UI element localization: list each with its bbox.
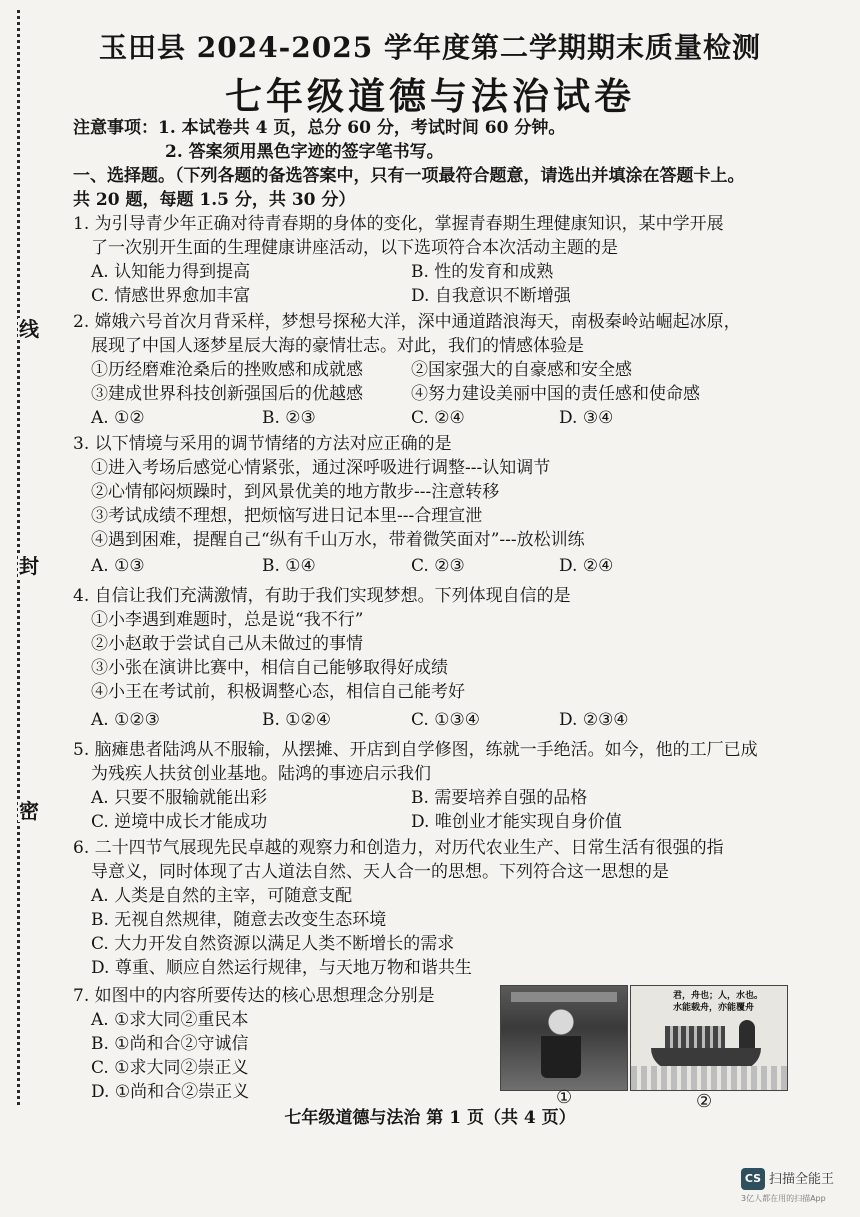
q5-option-a: A. 只要不服输就能出彩 [91, 788, 268, 808]
q7-option-a: A. ①求大同②重民本 [91, 1010, 249, 1030]
q6-option-a: A. 人类是自然的主宰，可随意支配 [91, 886, 353, 906]
q5-option-b: B. 需要培养自强的品格 [411, 788, 588, 808]
q3-item-1: ①进入考场后感觉心情紧张，通过深呼吸进行调整---认知调节 [91, 458, 551, 478]
q7-option-b: B. ①尚和合②守诚信 [91, 1034, 249, 1054]
figure-1-banner [511, 992, 617, 1002]
q4-option-c: C. ①③④ [411, 710, 480, 730]
q3-option-d: D. ②④ [559, 556, 614, 576]
q2-option-c: C. ②④ [411, 408, 465, 428]
margin-char-mi: 密 [19, 799, 39, 823]
q3-option-c: C. ②③ [411, 556, 465, 576]
q4-option-a: A. ①②③ [91, 710, 160, 730]
exam-title-line2: 七年级道德与法治试卷 [225, 74, 635, 118]
q2-option-d: D. ③④ [559, 408, 614, 428]
q4-item-4: ④小王在考试前，积极调整心态，相信自己能考好 [91, 682, 465, 702]
section-heading-line1: 一、选择题。（下列各题的备选答案中，只有一项最符合题意，请选出并填涂在答题卡上。 [73, 166, 745, 186]
q1-option-a: A. 认知能力得到提高 [91, 262, 251, 282]
q6-option-c: C. 大力开发自然资源以满足人类不断增长的需求 [91, 934, 455, 954]
q3-stem-line1: 3. 以下情境与采用的调节情绪的方法对应正确的是 [73, 434, 452, 454]
q4-option-b: B. ①②④ [262, 710, 332, 730]
q4-item-1: ①小李遇到难题时，总是说“我不行” [91, 610, 364, 630]
q1-stem-line1: 1. 为引导青少年正确对待青春期的身体的变化，掌握青春期生理健康知识，某中学开展 [73, 214, 724, 234]
q1-stem-line2: 了一次别开生面的生理健康讲座活动，以下选项符合本次活动主题的是 [91, 238, 618, 258]
page-footer: 七年级道德与法治 第 1 页（共 4 页） [284, 1108, 576, 1128]
q3-option-b: B. ①④ [262, 556, 316, 576]
q3-item-2: ②心情郁闷烦躁时，到风景优美的地方散步---注意转移 [91, 482, 500, 502]
q7-option-c: C. ①求大同②崇正义 [91, 1058, 249, 1078]
q2-item-4: ④努力建设美丽中国的责任感和使命感 [411, 384, 700, 404]
q3-item-3: ③考试成绩不理想，把烦恼写进日记本里---合理宣泄 [91, 506, 483, 526]
q5-stem-line2: 为残疾人扶贫创业基地。陆鸿的事迹启示我们 [91, 764, 431, 784]
q6-option-d: D. 尊重、顺应自然运行规律，与天地万物和谐共生 [91, 958, 472, 978]
notes-line2: 2. 答案须用黑色字迹的签字笔书写。 [165, 142, 444, 162]
figure-1-speaker [541, 1008, 581, 1078]
scanner-app-name: 扫描全能王 [769, 1172, 835, 1187]
figure-2-water [631, 1066, 787, 1090]
q1-option-b: B. 性的发育和成熟 [411, 262, 554, 282]
q2-item-2: ②国家强大的自豪感和安全感 [411, 360, 632, 380]
q3-option-a: A. ①③ [91, 556, 145, 576]
q7-option-d: D. ①尚和合②崇正义 [91, 1082, 250, 1102]
q5-option-c: C. 逆境中成长才能成功 [91, 812, 268, 832]
section-heading-line2: 共 20 题，每题 1.5 分，共 30 分） [73, 190, 356, 210]
q1-option-c: C. 情感世界愈加丰富 [91, 286, 251, 306]
q5-option-d: D. 唯创业才能实现自身价值 [411, 812, 622, 832]
q6-stem-line2: 导意义，同时体现了古人道法自然、天人合一的思想。下列符合这一思想的是 [91, 862, 669, 882]
figure-1-label: ① [556, 1087, 573, 1108]
figure-2-label: ② [696, 1091, 713, 1112]
q5-stem-line1: 5. 脑瘫患者陆鸿从不服输，从摆摊、开店到自学修图，练就一手绝活。如今，他的工厂已成 [73, 740, 758, 760]
q6-stem-line1: 6. 二十四节气展现先民卓越的观察力和创造力，对历代农业生产、日常生活有很强的指 [73, 838, 724, 858]
q2-item-3: ③建成世界科技创新强国后的优越感 [91, 384, 363, 404]
q4-item-3: ③小张在演讲比赛中，相信自己能够取得好成绩 [91, 658, 448, 678]
q4-stem-line1: 4. 自信让我们充满激情，有助于我们实现梦想。下列体现自信的是 [73, 586, 571, 606]
q4-item-2: ②小赵敢于尝试自己从未做过的事情 [91, 634, 363, 654]
q7-stem-line1: 7. 如图中的内容所要传达的核心思想理念分别是 [73, 986, 435, 1006]
q2-stem-line2: 展现了中国人逐梦星辰大海的豪情壮志。对此，我们的情感体验是 [91, 336, 584, 356]
q6-option-b: B. 无视自然规律，随意去改变生态环境 [91, 910, 387, 930]
figure-1-photo [500, 985, 628, 1091]
figure-2-caption [673, 990, 763, 1014]
exam-title-line1: 玉田县 2024-2025 学年度第二学期期末质量检测 [99, 31, 761, 64]
q2-option-b: B. ②③ [262, 408, 316, 428]
q3-item-4: ④遇到困难，提醒自己“纵有千山万水，带着微笑面对”---放松训练 [91, 530, 585, 550]
margin-char-xian: 线 [19, 317, 39, 341]
margin-char-feng: 封 [19, 554, 39, 578]
q2-item-1: ①历经磨难沧桑后的挫败感和成就感 [91, 360, 363, 380]
q2-stem-line1: 2. 嫦娥六号首次月背采样，梦想号探秘大洋，深中通道踏浪海天，南极秦岭站崛起冰原， [73, 312, 741, 332]
scanner-app-tagline: 3亿人都在用的扫描App [741, 1194, 826, 1203]
q1-option-d: D. 自我意识不断增强 [411, 286, 571, 306]
q2-option-a: A. ①② [91, 408, 145, 428]
q4-option-d: D. ②③④ [559, 710, 629, 730]
figure-2-caption-line2: 水能载舟，亦能覆舟 [673, 1003, 755, 1013]
figure-2-illustration [630, 985, 788, 1091]
notes-line1: 注意事项：1. 本试卷共 4 页，总分 60 分，考试时间 60 分钟。 [73, 118, 566, 138]
scanner-logo-icon: CS [741, 1168, 765, 1190]
figure-2-caption-line1: 君，舟也；人，水也。 [673, 991, 764, 1001]
